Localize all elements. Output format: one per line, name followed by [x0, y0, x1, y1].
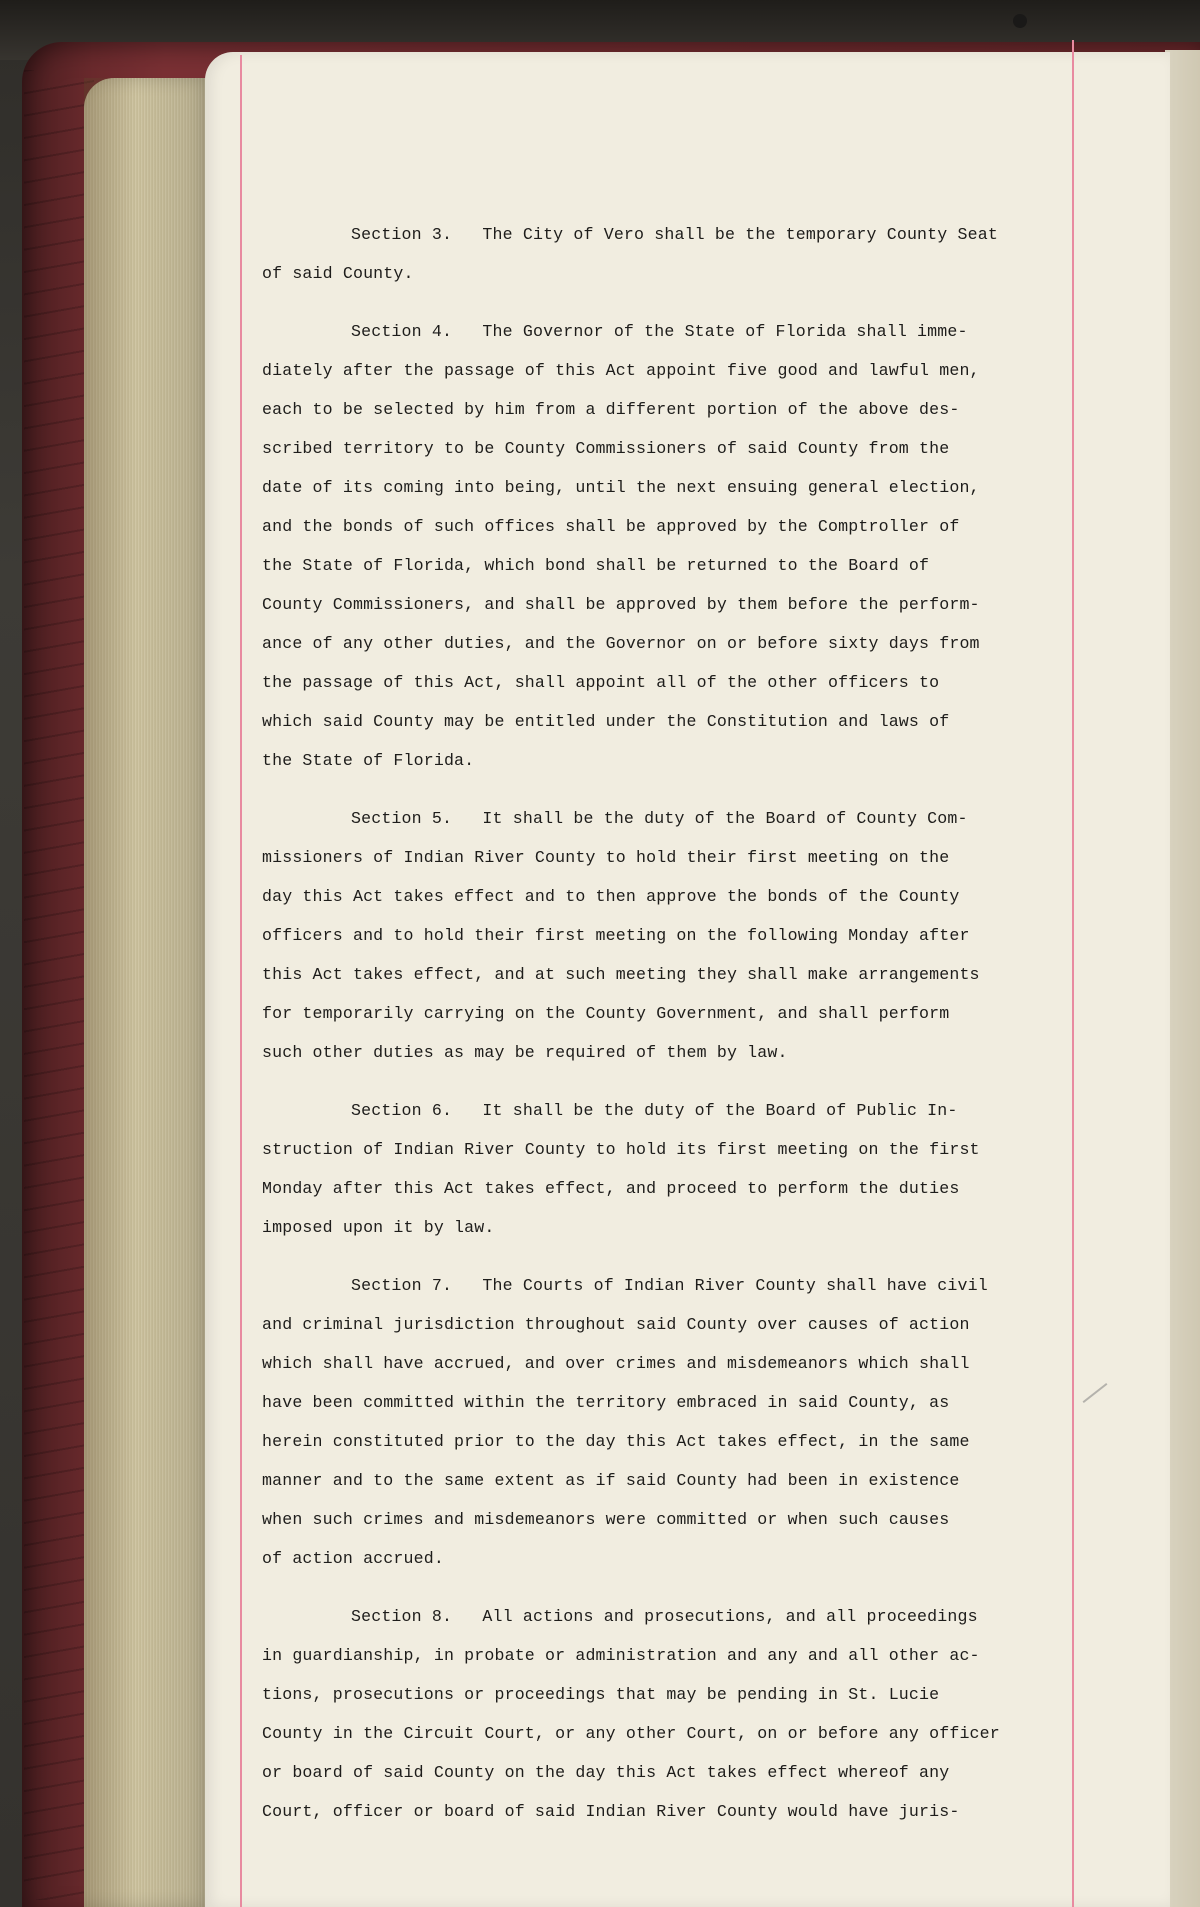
- text-line: struction of Indian River County to hold its first meeting on the first: [262, 1140, 980, 1159]
- text-line: which shall have accrued, and over crimes and misdemeanors which shall: [262, 1354, 970, 1373]
- section-5: [262, 799, 1102, 1072]
- left-margin-rule: [240, 55, 242, 1907]
- text-line: manner and to the same extent as if said County had been in existence: [262, 1471, 960, 1490]
- text-line: imposed upon it by law.: [262, 1218, 495, 1237]
- text-line: the passage of this Act, shall appoint all of the other officers to: [262, 673, 940, 692]
- text-line: It shall be the duty of the Board of County Com-: [482, 809, 968, 828]
- text-line: All actions and prosecutions, and all proceedings: [482, 1607, 978, 1626]
- text-line: and the bonds of such offices shall be approved by the Comptroller of: [262, 517, 960, 536]
- text-line: scribed territory to be County Commissioners of said County from the: [262, 439, 950, 458]
- text-line: the State of Florida, which bond shall be returned to the Board of: [262, 556, 930, 575]
- text-line: Court, officer or board of said Indian River County would have juris-: [262, 1802, 960, 1821]
- text-line: each to be selected by him from a different portion of the above des-: [262, 400, 960, 419]
- text-line: County Commissioners, and shall be approved by them before the perform-: [262, 595, 980, 614]
- text-line: diately after the passage of this Act appoint five good and lawful men,: [262, 361, 980, 380]
- section-label: Section 7.: [351, 1276, 453, 1295]
- section-label: Section 8.: [351, 1607, 453, 1626]
- section-label: Section 5.: [351, 809, 453, 828]
- text-line: ance of any other duties, and the Governor on or before sixty days from: [262, 634, 980, 653]
- text-line: It shall be the duty of the Board of Public In-: [482, 1101, 958, 1120]
- text-line: officers and to hold their first meeting on the following Monday after: [262, 926, 970, 945]
- text-line: The Courts of Indian River County shall have civil: [482, 1276, 988, 1295]
- text-line: such other duties as may be required of them by law.: [262, 1043, 788, 1062]
- text-line: of action accrued.: [262, 1549, 444, 1568]
- section-3: [262, 215, 1102, 293]
- next-page-edge: [1165, 50, 1200, 1907]
- text-line: County in the Circuit Court, or any other Court, on or before any officer: [262, 1724, 1000, 1743]
- section-8: [262, 1597, 1102, 1831]
- page-edges: [84, 78, 214, 1907]
- section-label: Section 3.: [351, 225, 453, 244]
- text-line: the State of Florida.: [262, 751, 475, 770]
- text-line: The Governor of the State of Florida shall imme-: [482, 322, 968, 341]
- text-line: of said County.: [262, 264, 414, 283]
- text-line: tions, prosecutions or proceedings that may be pending in St. Lucie: [262, 1685, 940, 1704]
- section-label: Section 6.: [351, 1101, 453, 1120]
- section-4: [262, 312, 1102, 780]
- section-label: Section 4.: [351, 322, 453, 341]
- text-line: herein constituted prior to the day this Act takes effect, in the same: [262, 1432, 970, 1451]
- text-line: and criminal jurisdiction throughout said County over causes of action: [262, 1315, 970, 1334]
- section-6: [262, 1091, 1102, 1247]
- text-line: day this Act takes effect and to then approve the bonds of the County: [262, 887, 960, 906]
- text-line: which said County may be entitled under the Constitution and laws of: [262, 712, 950, 731]
- page-dot: [1013, 14, 1027, 28]
- text-line: have been committed within the territory embraced in said County, as: [262, 1393, 950, 1412]
- text-line: Monday after this Act takes effect, and proceed to perform the duties: [262, 1179, 960, 1198]
- section-7: [262, 1266, 1102, 1578]
- text-line: date of its coming into being, until the next ensuing general election,: [262, 478, 980, 497]
- text-line: or board of said County on the day this Act takes effect whereof any: [262, 1763, 950, 1782]
- text-line: when such crimes and misdemeanors were committed or when such causes: [262, 1510, 950, 1529]
- text-line: this Act takes effect, and at such meeting they shall make arrangements: [262, 965, 980, 984]
- text-line: The City of Vero shall be the temporary County Seat: [482, 225, 998, 244]
- text-line: in guardianship, in probate or administration and any and all other ac-: [262, 1646, 980, 1665]
- text-line: for temporarily carrying on the County Government, and shall perform: [262, 1004, 950, 1023]
- typed-text-body: [262, 215, 1102, 1850]
- text-line: missioners of Indian River County to hold their first meeting on the: [262, 848, 950, 867]
